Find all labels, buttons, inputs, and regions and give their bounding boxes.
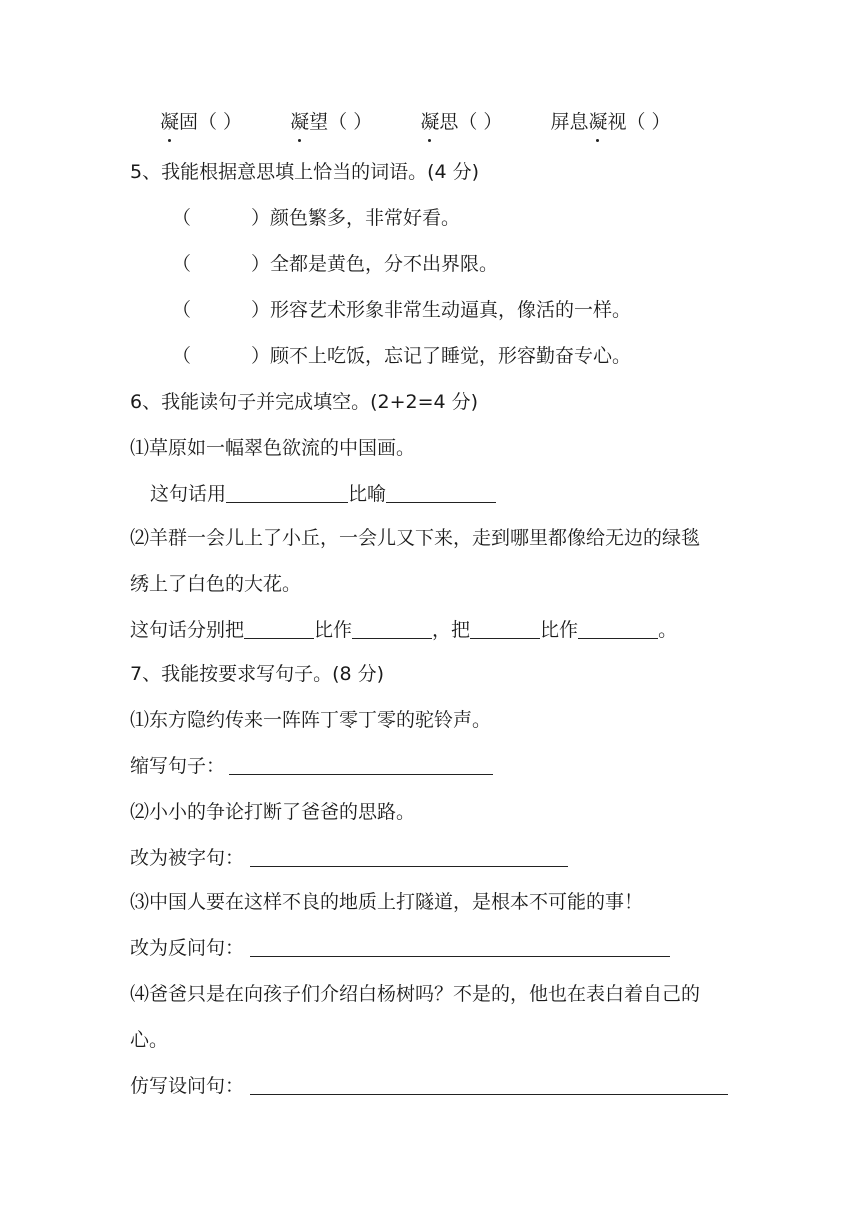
q7-sentence-3: ⑶中国人要在这样不良的地质上打隧道，是根本不可能的事！ [130,891,644,913]
answer-blank[interactable] [226,482,348,503]
q7-sentence-4-line-2: 心。 [130,1029,169,1051]
answer-blank[interactable] [229,754,493,775]
answer-blank[interactable] [470,618,540,639]
paren-open: （ [172,299,192,321]
dotted-char: 凝 [420,110,439,134]
q4-item-3: 凝 思（ ） [420,111,502,133]
q7-sentence-4-line-1: ⑷爸爸只是在向孩子们介绍白杨树吗？不是的，他也在表白着自己的 [130,983,701,1005]
emphasis-dot [168,139,171,142]
q7-sentence-2: ⑵小小的争论打断了爸爸的思路。 [130,801,416,823]
q6-fill-2: 这句话分别把 比作 ，把 比作 。 [130,619,678,641]
emphasis-dot [596,139,599,142]
q4-word-row [160,110,671,134]
q6-fill-1: 这句话用 比喻 [150,482,496,506]
dotted-char: 凝 [160,110,179,134]
q7-answer-3: 改为反问句： [130,936,670,960]
q7-sentence-1: ⑴东方隐约传来一阵阵丁零丁零的驼铃声。 [130,709,492,731]
answer-blank[interactable] [352,618,432,639]
q6-sentence-2-line-2: 绣上了白色的大花。 [130,573,302,595]
answer-blank[interactable] [250,846,568,867]
q5-meaning: 形容艺术形象非常生动逼真，像活的一样。 [270,299,632,321]
answer-blank[interactable] [578,618,658,639]
answer-blank[interactable] [386,482,496,503]
q6-sentence-1: ⑴草原如一幅翠色欲流的中国画。 [130,437,416,459]
emphasis-dot [428,139,431,142]
paren-close: ） [251,345,271,367]
paren-open: （ [172,345,192,367]
paren-close: ） [251,253,271,275]
q5-meaning: 颜色繁多，非常好看。 [270,207,461,229]
paren-open: （ [172,207,192,229]
q5-line-4 [172,344,631,368]
paren-close: ） [251,299,271,321]
q7-title: 7、我能按要求写句子。(8 分) [130,663,385,685]
q7-answer-4: 仿写设问句： [130,1074,728,1098]
dotted-char: 凝 [588,110,607,134]
answer-blank[interactable] [250,936,670,957]
answer-blank[interactable] [250,1074,728,1095]
paren-close: ） [251,207,271,229]
emphasis-dot [298,139,301,142]
paren-open: （ [172,253,192,275]
dotted-char: 凝 [290,110,309,134]
q5-line-2 [172,252,498,276]
q7-answer-1: 缩写句子： [130,754,493,778]
q6-sentence-2-line-1: ⑵羊群一会儿上了小丘，一会儿又下来，走到哪里都像给无边的绿毯 [130,527,701,549]
q4-item-4: 屏息凝 视（ ） [550,111,670,133]
q6-title: 6、我能读句子并完成填空。(2+2=4 分) [130,391,479,413]
q4-item-1: 凝 固（ ） [160,111,242,133]
q5-meaning: 全都是黄色，分不出界限。 [270,253,499,275]
answer-blank[interactable] [244,618,314,639]
q7-answer-2: 改为被字句： [130,846,568,870]
q5-line-1 [172,206,460,230]
q5-title: 5、我能根据意思填上恰当的词语。(4 分) [130,161,480,183]
q4-item-2: 凝 望（ ） [290,111,372,133]
q5-meaning: 顾不上吃饭，忘记了睡觉，形容勤奋专心。 [270,345,632,367]
q5-line-3 [172,298,631,322]
